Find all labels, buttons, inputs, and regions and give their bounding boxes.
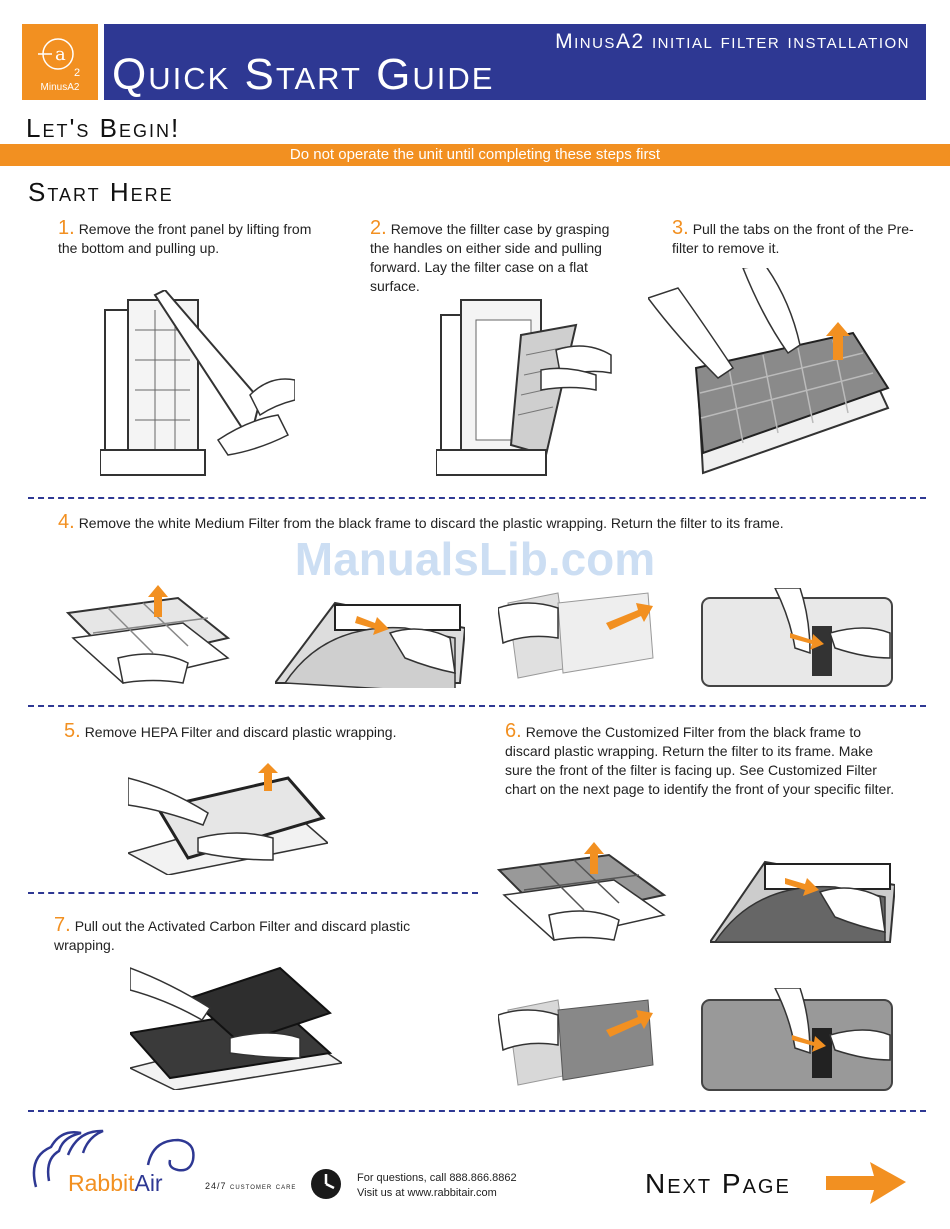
step-4	[58, 513, 908, 533]
warning-bar: Do not operate the unit until completing these steps first	[0, 144, 950, 166]
customer-care-label: 24/7 customer care	[205, 1181, 297, 1191]
contact-info	[357, 1171, 517, 1201]
step-1	[58, 219, 328, 258]
step-number: 6.	[505, 720, 522, 742]
next-page-label[interactable]: Next Page	[645, 1168, 791, 1199]
step-number: 5.	[64, 720, 81, 742]
step-text: Remove HEPA Filter and discard plastic wrapping.	[84, 724, 397, 740]
step-text: Pull out the Activated Carbon Filter and discard plastic wrapping.	[54, 918, 411, 953]
brand-name	[68, 1170, 163, 1197]
svg-text:a: a	[55, 44, 66, 65]
step-3	[672, 219, 922, 258]
medium-filter-unwrap-illustration	[498, 588, 663, 688]
step-number: 2.	[370, 217, 387, 239]
custom-filter-unwrap-illustration	[498, 995, 663, 1095]
remove-front-panel-illustration	[100, 290, 295, 480]
step-7	[54, 916, 454, 955]
step-number: 3.	[672, 217, 689, 239]
hepa-filter-illustration	[128, 763, 328, 875]
step-6	[505, 722, 900, 799]
step-text: Remove the Customized Filter from the black frame to discard plastic wrapping. Return the filter to its frame. Make sure the front of the filter is facing up. See Customized Filter chart on the next page to identify the front of your specific filter.	[505, 724, 895, 797]
remove-prefilter-illustration	[648, 268, 893, 483]
brand-name-part-2: Air	[134, 1170, 163, 1196]
medium-filter-return-illustration	[700, 588, 895, 688]
minusa2-logo-icon	[36, 30, 84, 82]
step-number: 4.	[58, 511, 75, 533]
step-2	[370, 219, 632, 296]
step-text: Pull the tabs on the front of the Pre-filter to remove it.	[672, 221, 914, 256]
brand-logo	[22, 24, 98, 100]
medium-filter-lift-illustration	[58, 583, 233, 688]
arrow-right-icon[interactable]	[826, 1160, 906, 1206]
divider	[28, 705, 926, 707]
logo-label: MinusA2	[40, 82, 80, 93]
remove-filter-case-illustration	[436, 295, 616, 480]
brand-name-part-1: Rabbit	[68, 1170, 135, 1196]
svg-text:2: 2	[74, 67, 81, 79]
step-number: 7.	[54, 914, 71, 936]
custom-filter-return-illustration	[700, 988, 895, 1093]
divider	[28, 892, 478, 894]
carbon-filter-illustration	[130, 958, 342, 1090]
custom-filter-lift-illustration	[494, 840, 669, 945]
guide-title: Quick Start Guide	[112, 50, 495, 99]
divider	[28, 1110, 926, 1112]
step-text: Remove the fillter case by grasping the handles on either side and pulling forward. Lay the filter case on a flat surface.	[370, 221, 610, 294]
step-number: 1.	[58, 217, 75, 239]
step-text: Remove the white Medium Filter from the black frame to discard the plastic wrapping. Return the filter to its frame.	[78, 515, 784, 531]
lets-begin-heading: Let's Begin!	[26, 113, 181, 143]
start-here-heading: Start Here	[28, 177, 174, 207]
step-text: Remove the front panel by lifting from the bottom and pulling up.	[58, 221, 312, 256]
divider	[28, 497, 926, 499]
guide-subtitle: MinusA2 initial filter installation	[555, 30, 910, 53]
contact-website[interactable]: Visit us at www.rabbitair.com	[357, 1187, 497, 1199]
watermark: ManualsLib.com	[294, 533, 656, 585]
header-banner	[104, 24, 926, 100]
medium-filter-frame-illustration	[275, 583, 465, 688]
contact-phone: For questions, call 888.866.8862	[357, 1172, 517, 1184]
step-5	[64, 722, 444, 742]
custom-filter-frame-illustration	[710, 840, 895, 945]
clock-icon	[310, 1168, 342, 1200]
